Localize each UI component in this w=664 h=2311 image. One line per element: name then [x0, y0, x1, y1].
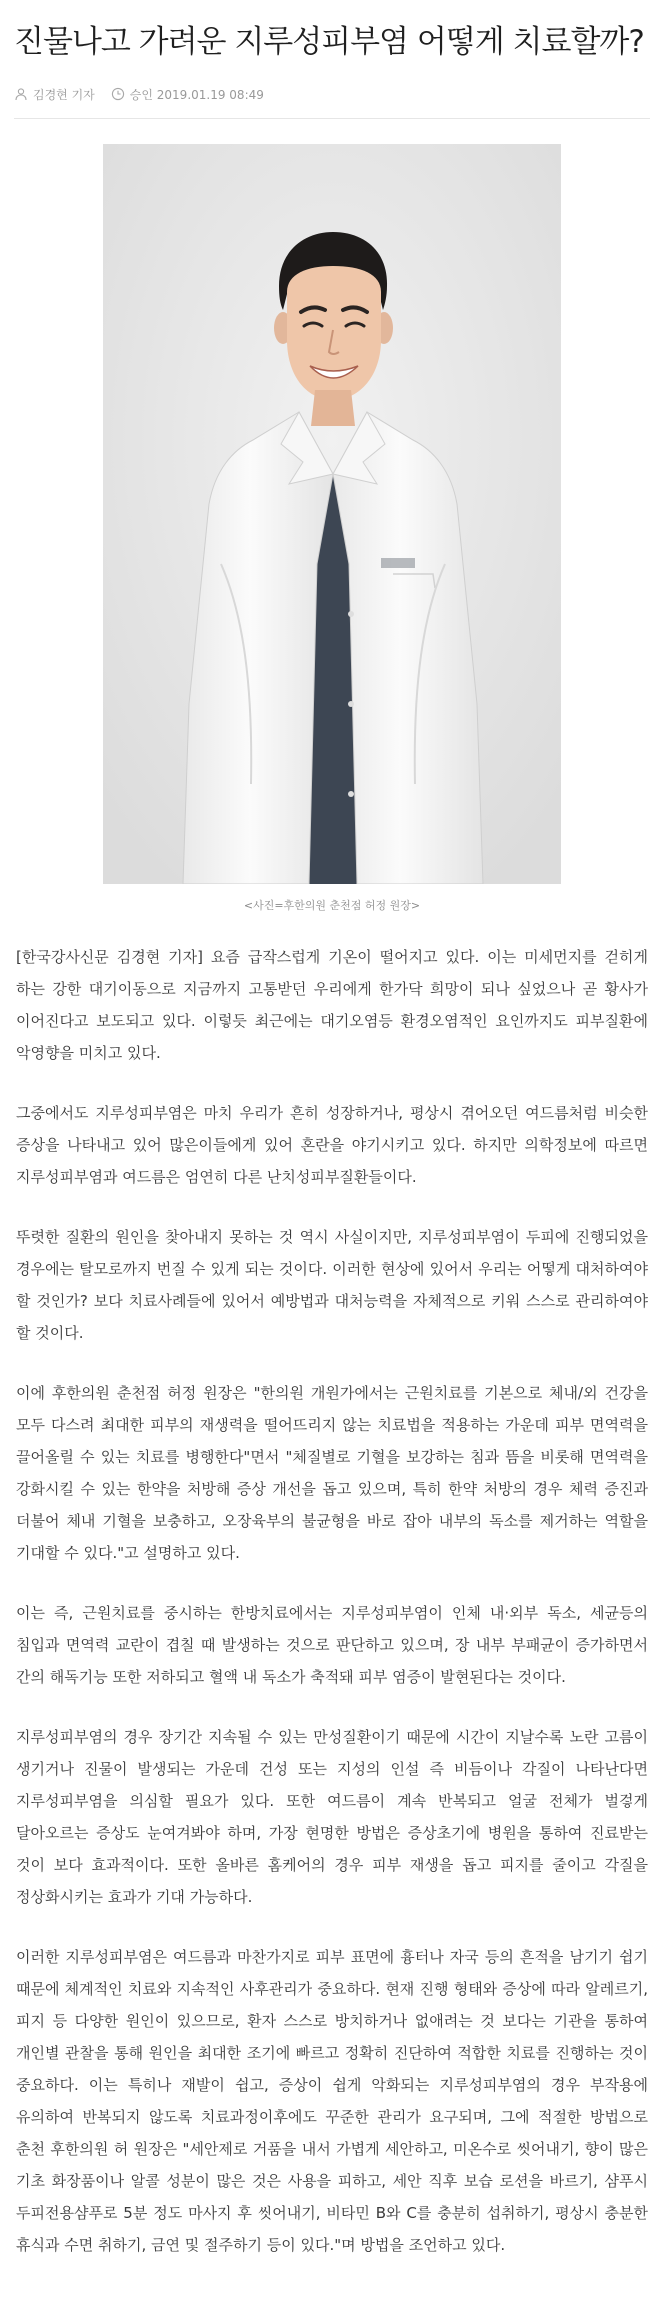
article-photo [103, 144, 561, 884]
article-paragraph-7: 이러한 지루성피부염은 여드름과 마찬가지로 피부 표면에 흉터나 자국 등의 흔적을 남기기 쉽기 때문에 체계적인 치료와 지속적인 사후관리가 중요하다. 현재 진행 형태와 증상에 따라 알레르기, 피지 등 다양한 원인이 있으므로, 환자 스스로 방치하거나 없애려는 것 보다는 기관을 통하여 개인별 관찰을 통해 원인을 최대한 조기에 빠르고 정확히 진단하여 적합한 치료를 진행하는 것이 중요하다. 이는 특히나 재발이 쉽고, 증상이 쉽게 악화되는 지루성피부염의 경우 부작용에 유의하여 반복되지 않도록 치료과정이후에도 꾸준한 관리가 요구되며, 그에 적절한 방법으로 춘천 후한의원 허 원장은 "세안제로 거품을 내서 가볍게 세안하고, 미온수로 씻어내기, 향이 많은 기초 화장품이나 알콜 성분이 많은 것은 사용을 피하고, 세안 직후 보습 로션을 바르기, 샴푸시 두피전용샴푸로 5분 정도 마사지 후 씻어내기, 비타민 B와 C를 충분히 섭취하기, 평상시 충분한 휴식과 수면 취하기, 금연 및 절주하기 등이 있다."며 방법을 조언하고 있다. [16, 1948, 648, 2254]
clock-icon [111, 87, 125, 101]
article-body [14, 941, 650, 2261]
doctor-portrait-image [103, 144, 561, 884]
photo-caption: <사진=후한의원 춘천점 허정 원장> [243, 899, 421, 912]
article-paragraph-2: 그중에서도 지루성피부염은 마치 우리가 흔히 성장하거나, 평상시 겪어오던 여드름처럼 비슷한 증상을 나타내고 있어 많은이들에게 있어 혼란을 야기시키고 있다. 하지만 의학정보에 따르면 지루성피부염과 여드름은 엄연히 다른 난치성피부질환들이다. [16, 1104, 648, 1186]
article-paragraph-5: 이는 즉, 근원치료를 중시하는 한방치료에서는 지루성피부염이 인체 내·외부 독소, 세균등의 침입과 면역력 교란이 겹칠 때 발생하는 것으로 판단하고 있으며, 장 내부 부패균이 증가하면서 간의 해독기능 또한 저하되고 혈액 내 독소가 축적돼 피부 염증이 발현된다는 것이다. [16, 1604, 648, 1686]
article-meta [14, 84, 650, 104]
reporter-info [14, 86, 95, 103]
approved-datetime: 승인 2019.01.19 08:49 [129, 87, 264, 102]
approved-info [111, 86, 264, 103]
article-paragraph-4: 이에 후한의원 춘천점 허정 원장은 "한의원 개원가에서는 근원치료를 기본으로 체내/외 건강을 모두 다스려 최대한 피부의 재생력을 떨어뜨리지 않는 치료법을 적용하는 가운데 피부 면역력을 끌어올릴 수 있는 치료를 병행한다"면서 "체질별로 기혈을 보강하는 침과 뜸을 비롯해 면역력을 강화시킬 수 있는 한약을 처방해 증상 개선을 돕고 있으며, 특히 한약 처방의 경우 체력 증진과 더불어 체내 기혈을 보충하고, 오장육부의 불균형을 바로 잡아 내부의 독소를 제거하는 역할을 기대할 수 있다."고 설명하고 있다. [16, 1384, 648, 1562]
reporter-name[interactable]: 김경현 기자 [33, 87, 95, 102]
article-paragraph-3: 뚜렷한 질환의 원인을 찾아내지 못하는 것 역시 사실이지만, 지루성피부염이 두피에 진행되었을 경우에는 탈모로까지 번질 수 있게 되는 것이다. 이러한 현상에 있어서 우리는 어떻게 대처하여야 할 것인가? 보다 치료사례들에 있어서 예방법과 대처능력을 자체적으로 키워 스스로 관리하여야 할 것이다. [16, 1228, 648, 1342]
article-paragraph-1: [한국강사신문 김경현 기자] 요즘 급작스럽게 기온이 떨어지고 있다. 이는 미세먼지를 걷히게 하는 강한 대기이동으로 지금까지 고통받던 우리에게 한가닥 희망이 되나 싶었으나 곧 황사가 이어진다고 보도되고 있다. 이렇듯 최근에는 대기오염등 환경오염적인 요인까지도 피부질환에 악영향을 미치고 있다. [16, 948, 648, 1062]
person-icon [14, 87, 28, 101]
article-paragraph-6: 지루성피부염의 경우 장기간 지속될 수 있는 만성질환이기 때문에 시간이 지날수록 노란 고름이 생기거나 진물이 발생되는 가운데 건성 또는 지성의 인설 즉 비듬이나 각질이 나타난다면 지루성피부염을 의심할 필요가 있다. 또한 여드름이 계속 반복되고 얼굴 전체가 벌겋게 달아오르는 증상도 눈여겨봐야 하며, 가장 현명한 방법은 증상초기에 병원을 통하여 진료받는 것이 보다 효과적이다. 또한 올바른 홈케어의 경우 피부 재생을 돕고 피지를 줄이고 각질을 정상화시키는 효과가 기대 가능하다. [16, 1728, 648, 1906]
meta-divider [14, 118, 650, 119]
article-title: 진물나고 가려운 지루성피부염 어떻게 치료할까? [14, 24, 644, 60]
